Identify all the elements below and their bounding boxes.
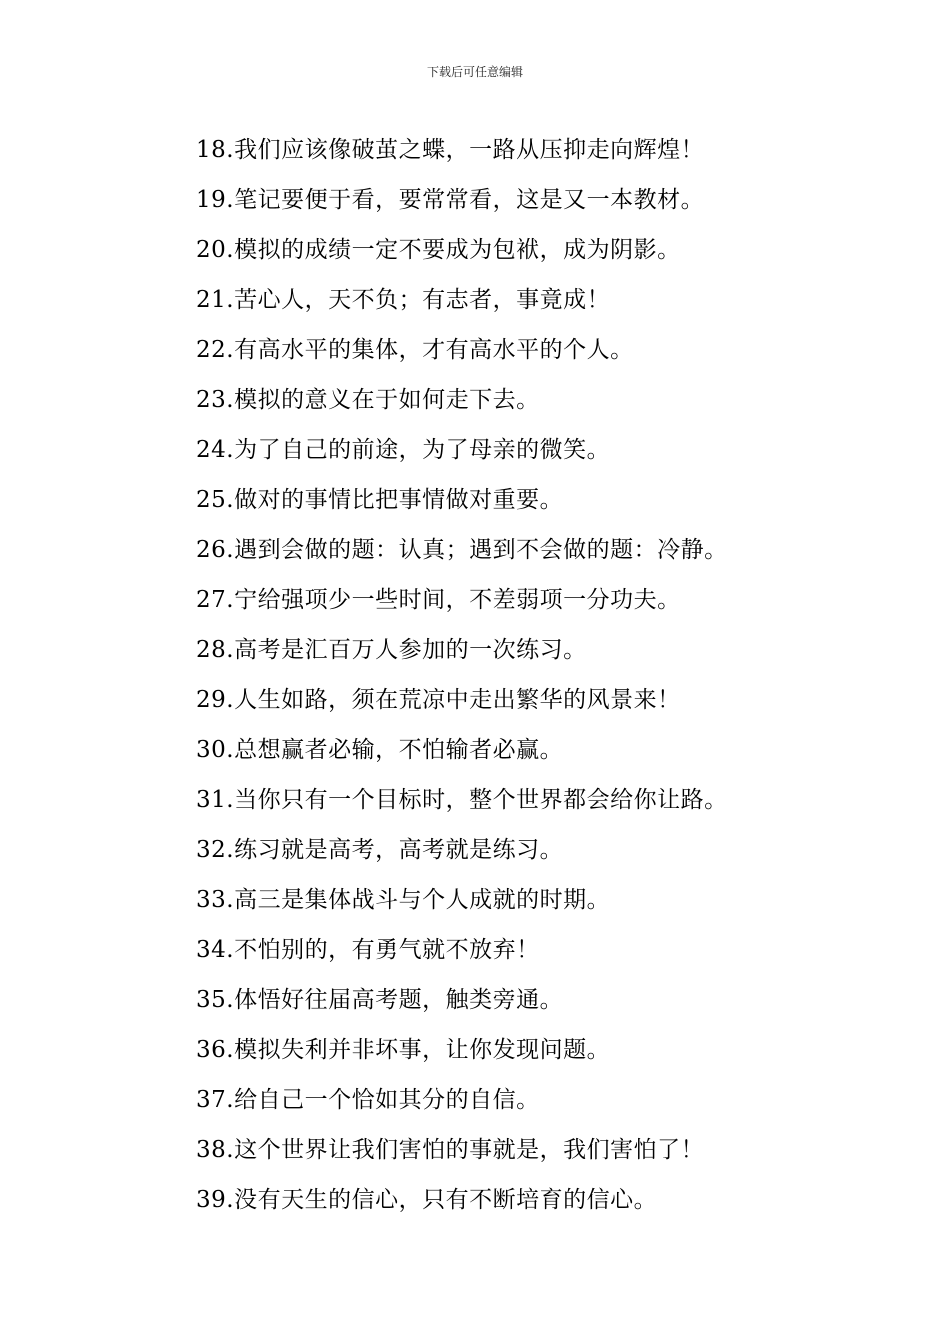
- item-text: 模拟的成绩一定不要成为包袱，成为阴影。: [234, 237, 681, 263]
- list-item: [196, 529, 728, 579]
- item-number: 34.: [196, 937, 235, 963]
- list-item: [196, 679, 728, 729]
- item-number: 18.: [196, 137, 235, 163]
- item-text: 这个世界让我们害怕的事就是，我们害怕了！: [234, 1137, 705, 1163]
- item-number: 38.: [196, 1137, 235, 1163]
- item-number: 19.: [196, 187, 235, 213]
- list-item: [196, 329, 728, 379]
- item-number: 20.: [196, 237, 235, 263]
- item-text: 模拟的意义在于如何走下去。: [234, 387, 540, 413]
- item-text: 不怕别的，有勇气就不放弃！: [234, 937, 540, 963]
- item-text: 给自己一个恰如其分的自信。: [234, 1087, 540, 1113]
- list-item: [196, 1129, 728, 1179]
- list-item: [196, 179, 728, 229]
- item-number: 29.: [196, 687, 235, 713]
- item-number: 26.: [196, 537, 235, 563]
- item-text: 没有天生的信心，只有不断培育的信心。: [234, 1187, 658, 1213]
- item-text: 有高水平的集体，才有高水平的个人。: [234, 337, 634, 363]
- item-number: 33.: [196, 887, 235, 913]
- item-number: 30.: [196, 737, 235, 763]
- list-item: [196, 829, 728, 879]
- list-item: [196, 779, 728, 829]
- list-item: [196, 1179, 728, 1229]
- item-text: 模拟失利并非坏事，让你发现问题。: [234, 1037, 611, 1063]
- list-item: [196, 979, 728, 1029]
- list-item: [196, 579, 728, 629]
- list-item: [196, 479, 728, 529]
- item-text: 总想赢者必输，不怕输者必赢。: [234, 737, 564, 763]
- item-number: 23.: [196, 387, 235, 413]
- list-item: [196, 929, 728, 979]
- item-text: 为了自己的前途，为了母亲的微笑。: [234, 437, 611, 463]
- item-number: 22.: [196, 337, 235, 363]
- item-number: 39.: [196, 1187, 235, 1213]
- item-text: 遇到会做的题：认真；遇到不会做的题：冷静。: [234, 537, 728, 563]
- item-text: 做对的事情比把事情做对重要。: [234, 487, 564, 513]
- item-text: 高考是汇百万人参加的一次练习。: [234, 637, 587, 663]
- item-text: 当你只有一个目标时，整个世界都会给你让路。: [234, 787, 728, 813]
- item-text: 高三是集体战斗与个人成就的时期。: [234, 887, 611, 913]
- item-number: 21.: [196, 287, 235, 313]
- item-text: 笔记要便于看，要常常看，这是又一本教材。: [234, 187, 705, 213]
- page-header: 下载后可任意编辑: [426, 65, 523, 79]
- item-text: 宁给强项少一些时间，不差弱项一分功夫。: [234, 587, 681, 613]
- list-item: [196, 1079, 728, 1129]
- item-text: 人生如路，须在荒凉中走出繁华的风景来！: [234, 687, 681, 713]
- item-text: 练习就是高考，高考就是练习。: [234, 837, 564, 863]
- item-number: 35.: [196, 987, 235, 1013]
- item-text: 我们应该像破茧之蝶，一路从压抑走向辉煌！: [234, 137, 705, 163]
- list-item: [196, 729, 728, 779]
- item-number: 28.: [196, 637, 235, 663]
- item-number: 25.: [196, 487, 235, 513]
- list-item: [196, 279, 728, 329]
- list-item: [196, 229, 728, 279]
- item-text: 体悟好往届高考题，触类旁通。: [234, 987, 564, 1013]
- item-number: 37.: [196, 1087, 235, 1113]
- item-number: 32.: [196, 837, 235, 863]
- list-item: [196, 1029, 728, 1079]
- list-item: [196, 879, 728, 929]
- list-item: [196, 629, 728, 679]
- item-number: 31.: [196, 787, 235, 813]
- item-text: 苦心人，天不负；有志者，事竟成！: [234, 287, 611, 313]
- item-number: 27.: [196, 587, 235, 613]
- quote-list: [196, 129, 728, 1229]
- item-number: 36.: [196, 1037, 235, 1063]
- item-number: 24.: [196, 437, 235, 463]
- list-item: [196, 379, 728, 429]
- list-item: [196, 129, 728, 179]
- list-item: [196, 429, 728, 479]
